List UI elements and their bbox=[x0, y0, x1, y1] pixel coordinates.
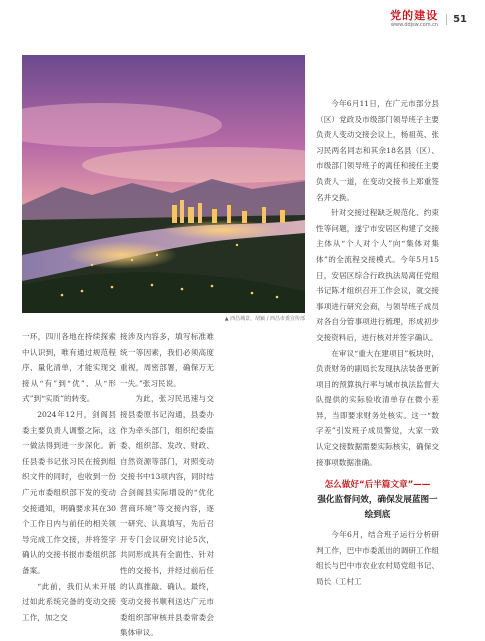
paragraph: 接涉及内容多，填写标准难统一等因素，我们必须高度重视，周密部署，确保万无一失。”张习民说。 bbox=[120, 332, 214, 388]
magazine-brand bbox=[390, 10, 438, 28]
section-title-line-2: 强化监督问效，确保发展蓝图一绘到底 bbox=[317, 495, 438, 521]
page-number: 51 bbox=[446, 14, 467, 25]
city-night-photo bbox=[22, 55, 305, 313]
paragraph: 在审议“重大在建项目”板块时，负责财务的副局长发现执法装备更新项目的预算执行率与城市执法监督大队提供的实际验收清单存在微小差异，当即要求财务处核实。这一“数字差”引发班子成员警觉，大家一致认定交接数据需要实际核实，确保交接事项数据准确。 bbox=[316, 348, 439, 467]
paragraph: 一环，四川各地在持续探索中认识到，唯有通过规范程序、量化清单，才能实现交接从“有”到“优”、从“形式”到“实质”的转变。 bbox=[22, 332, 116, 404]
paragraph: 2024年12月，剑阁县委主要负责人调整之际，这一做法得到进一步深化。新任县委书记张习民在接到组织文件的同时，也收到一份广元市委组织部下发的变动交接通知，明确要求其在30个工作日内与前任的相关领导完成工作交接，并将签字确认的交接书报市委组织部备案。 bbox=[22, 409, 116, 575]
brand-name: 党的建设 bbox=[390, 9, 439, 22]
brand-url: www.ddjsw.com.cn bbox=[390, 22, 439, 28]
paragraph: 为此，张习民迅速与交接县委原书记沟通，县委办作为牵头部门，组织纪委监委、组织部、发改、财政、自然资源等部门，对照变动交接书中13项内容，同时结合剑阁县实际增设的“优化营商环境”等交接内容，逐一研究、认真填写，先后召开专门会议研究讨论5次，共同形成具有全面性、针对性的交接书，并经过前后任的认真推敲、确认。最终，变动交接书顺利送达广元市委组织部审核并县委常委会集体审议。 bbox=[120, 394, 214, 638]
section-heading bbox=[316, 478, 439, 523]
section-title-line-1: 怎么做好“后半篇文章”—— bbox=[324, 480, 431, 491]
text-column-right bbox=[316, 96, 439, 590]
text-column-2 bbox=[120, 329, 214, 641]
paragraph: 今年6月，结合班子运行分析研判工作，巴中市委派出的调研工作组组长与巴中市农业农村局党组书记、局长（工村工 bbox=[316, 530, 439, 587]
paragraph: “此前，我们从未开展过如此系统完备的变动交接工作，加之交 bbox=[22, 581, 116, 622]
paragraph: 今年6月11日，在广元市部分县（区）党政及市级部门领导班子主要负责人变动交接会议上，杨祖英、张习民两名同志和其余18名县（区）、市级部门领导班子的离任和接任主要负责人一道，在变动交接书上郑重签名并交换。 bbox=[316, 99, 439, 202]
photo-caption: ▲ 西昌城景，胡颖 / 西昌市委宣传部 bbox=[224, 316, 305, 322]
paragraph: 针对交接过程缺乏规范化、约束性等问题，遂宁市安居区构建了交接主体从“个人对个人”向“集体对集体”的全流程交接模式。今年5月15日，安居区综合行政执法局离任党组书记陈才组织召开工作会议，就交接事项进行研究会商，与领导班子成员对各自分管事项进行梳理，形成初步交接资料后，进行核对并签字确认。 bbox=[316, 208, 439, 342]
text-column-1 bbox=[22, 329, 116, 625]
page-header bbox=[390, 10, 467, 28]
